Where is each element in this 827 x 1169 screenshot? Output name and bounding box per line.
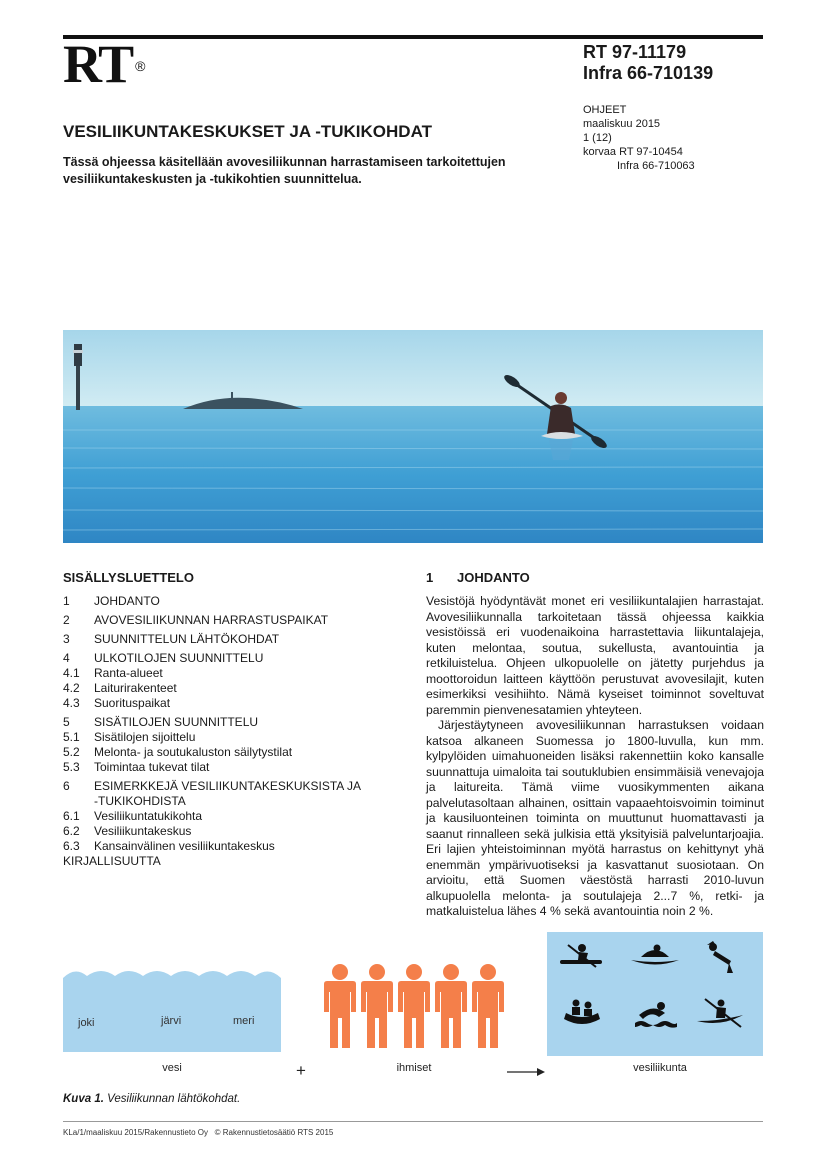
section-heading (426, 570, 530, 585)
meta-replaces-infra: Infra 66-710063 (617, 160, 695, 172)
toc-item-label: SISÄTILOJEN SUUNNITTELU (94, 715, 259, 729)
infra-code: Infra 66-710139 (583, 63, 714, 83)
person-icon (361, 964, 393, 1048)
document-meta (583, 103, 695, 173)
toc-item (63, 715, 363, 730)
person-icon (398, 964, 430, 1048)
water-label-meri: meri (233, 1015, 255, 1027)
toc-item (63, 824, 363, 839)
figure-caption (63, 1093, 240, 1105)
toc-item-label: ESIMERKKEJÄ VESILIIKUNTAKESKUKSISTA JA -TUKIKOHDISTA (94, 779, 361, 808)
toc-item-label: Ranta-alueet (94, 666, 163, 680)
lead-paragraph: Tässä ohjeessa käsitellään avovesiliikunnan harrastamiseen tarkoitettujen vesiliikuntakeskusten ja -tukikohtien suunnittelua. (63, 155, 506, 186)
toc-item (63, 730, 363, 745)
meta-replaces: korvaa RT 97-10454 (583, 146, 683, 158)
section-title: JOHDANTO (457, 570, 530, 585)
toc-item (63, 809, 363, 824)
toc-item-number: 5 (63, 715, 70, 729)
toc-heading: SISÄLLYSLUETTELO (63, 570, 194, 585)
top-rule (63, 35, 763, 39)
figure-1-diagram (63, 928, 763, 1078)
water-label-joki: joki (78, 1017, 95, 1029)
toc-item-number: 3 (63, 632, 70, 646)
toc-item-number: 6.2 (63, 824, 80, 838)
meta-type: OHJEET (583, 104, 627, 116)
toc-item-number: 4.2 (63, 681, 80, 695)
toc-item-number: 1 (63, 594, 70, 608)
toc-item (63, 594, 363, 609)
toc-item-label: Kansainvälinen vesiliikuntakeskus (94, 839, 275, 853)
toc-item-number: 4 (63, 651, 70, 665)
toc-item-label: KIRJALLISUUTTA (63, 854, 161, 868)
toc-item-number: 4.3 (63, 696, 80, 710)
meta-date: maaliskuu 2015 (583, 118, 661, 130)
toc-item-label: SUUNNITTELUN LÄHTÖKOHDAT (94, 632, 280, 646)
water-label-jarvi: järvi (161, 1015, 182, 1027)
section-body (426, 594, 764, 920)
toc-item (63, 745, 363, 760)
toc-item-number: 5.1 (63, 730, 80, 744)
toc-item (63, 696, 363, 711)
rt-logo: RT ® (63, 34, 144, 94)
toc-item-label: Melonta- ja soutukaluston säilytystilat (94, 745, 293, 759)
document-codes (583, 42, 713, 84)
toc-item-label: Laiturirakenteet (94, 681, 177, 695)
person-icon (324, 964, 356, 1048)
footer-text: KLa/1/maaliskuu 2015/Rakennustieto Oy © Rakennustietosäätiö RTS 2015 (63, 1128, 334, 1137)
toc-item-label: JOHDANTO (94, 594, 160, 608)
person-icon (435, 964, 467, 1048)
toc-item-label: Toimintaa tukevat tilat (94, 760, 210, 774)
toc-item (63, 666, 363, 681)
toc-item (63, 632, 363, 647)
toc-item (63, 839, 363, 854)
toc-item-number: 4.1 (63, 666, 80, 680)
label-ihmiset: ihmiset (396, 1062, 432, 1074)
toc-item-number: 5.3 (63, 760, 80, 774)
toc-item-number: 6.3 (63, 839, 80, 853)
toc-item-number: 5.2 (63, 745, 80, 759)
body-paragraph: Järjestäytyneen avovesiliikunnan harrastuksen voidaan katsoa alkaneen Suomessa jo 1800-luvulla, kun mm. kylpylöiden uimahuoneiden lisäksi rakennettiin koko kansalle suunnattuja uimaloita tai soutuklubien ensimmäisiä venevajoja ja laitureita. Tämä viime vuosikymmenten aikana palvelutasoltaan alhainen, osittain vapaaehtoisvoimin toiminut ja kausiluonteinen toiminta on muuttunut huomattavasti ja saanut rinnalleen sekä julkisia että yksityisiä palveluntarjoajia. Eri lajien yhteistoiminnan myötä harrastus on kehittynyt yhä enemmän ympärivuotiseksi ja kasvattanut suosiotaan. On arvioitu, että Suomen väestöstä harrasti 2010-luvun alkupuolella melonta- ja soutulajeja 2...7 %, retki- ja matkaluistelua lähes 4 % sekä avantouintia noin 2 %. (426, 718, 764, 918)
label-vesiliikunta: vesiliikunta (633, 1062, 687, 1074)
toc-item-label: Suorituspaikat (94, 696, 171, 710)
toc-item-number: 2 (63, 613, 70, 627)
footer-rule (63, 1121, 763, 1122)
page-title: VESILIIKUNTAKESKUKSET JA -TUKIKOHDAT (63, 122, 432, 141)
kayaker-photo (63, 330, 763, 543)
water-illustration (63, 971, 281, 1052)
toc-item-label: Sisätilojen sijoittelu (94, 730, 196, 744)
toc-item (63, 681, 363, 696)
toc-item-number: 6.1 (63, 809, 80, 823)
toc-item (63, 854, 363, 869)
toc-item (63, 779, 363, 809)
people-illustration (324, 964, 504, 1048)
toc-item-number: 6 (63, 779, 70, 793)
toc-item-label: AVOVESILIIKUNNAN HARRASTUSPAIKAT (94, 613, 329, 627)
plus-sign: + (296, 1061, 306, 1078)
toc-item-label: Vesiliikuntakeskus (94, 824, 192, 838)
rt-code: RT 97-11179 (583, 42, 687, 62)
arrow-icon (507, 1068, 545, 1076)
label-vesi: vesi (162, 1062, 182, 1074)
toc-item (63, 760, 363, 775)
meta-pages: 1 (12) (583, 132, 612, 144)
toc-item (63, 613, 363, 628)
table-of-contents (63, 594, 363, 869)
person-icon (472, 964, 504, 1048)
toc-item-label: ULKOTILOJEN SUUNNITTELU (94, 651, 264, 665)
caption-text: Vesiliikunnan lähtökohdat. (107, 1093, 241, 1105)
toc-item-label: Vesiliikuntatukikohta (94, 809, 203, 823)
toc-item (63, 651, 363, 666)
body-paragraph: Vesistöjä hyödyntävät monet eri vesiliikuntalajien harrastajat. Avovesiliikunnalla tarkoitetaan tässä ohjeessa kaikkia vesistöissä eri vuodenaikoina harrastettavia liikuntalajeja, kuten melontaa, soutua, sukellusta, avantouintia ja retkiluistelua. Ohjeen ulkopuolelle on jätetty purjehdus ja moottoroidun laitteen käyttöön perustuvat avovesilajit, kuten esimerkiksi vesihiihto. Nämä kyseiset toiminnot soveltuvat paremmin pienvenesatamien yhteyteen. (426, 594, 764, 717)
section-number: 1 (426, 570, 434, 585)
registered-mark: ® (135, 58, 144, 74)
caption-label: Kuva 1. (63, 1093, 104, 1105)
